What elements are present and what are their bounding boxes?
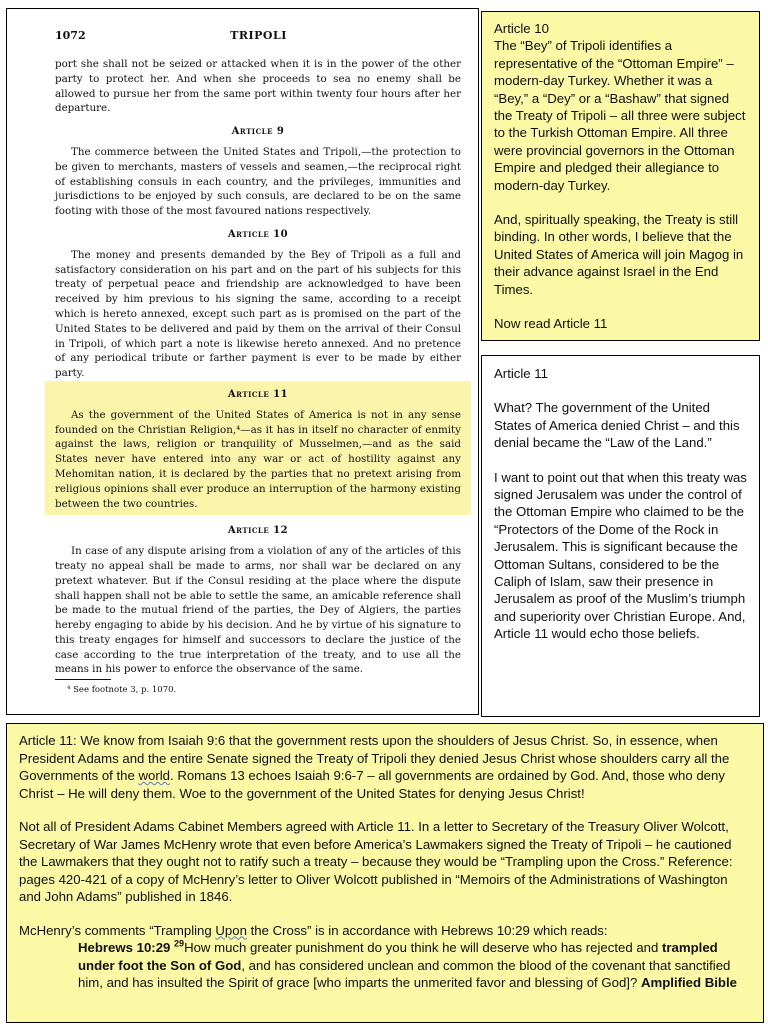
page-header [55, 29, 462, 45]
page-number: 1072 [55, 29, 86, 42]
quote-reference: Hebrews 10:29 [78, 940, 171, 955]
treaty-scan-page [6, 8, 479, 715]
quote-text-b: , and has considered unclean and common the blood of the covenant that sanctified him, and has insulted the Spirit of grace [who imparts the unmerited favor and blessing of God]? [78, 957, 731, 990]
article-11-commentary-para1: What? The government of the United States of America denied Christ – and this denial became the “Law of the Land.” [494, 400, 740, 451]
running-title: TRIPOLI [230, 29, 287, 42]
footnote: ⁴ See footnote 3, p. 1070. [55, 683, 461, 698]
article-11-commentary-title: Article 11 [494, 366, 548, 381]
article-11-heading: Article 11 [227, 388, 289, 400]
bottom-para3-word: Upon [215, 922, 247, 938]
scripture-quote [19, 939, 751, 992]
article-10-commentary [481, 11, 760, 341]
article-11-commentary-para2: I want to point out that when this treaty was signed Jerusalem was under the control of the Ottoman Empire who claimed to be the “Protectors of the Dome of the Rock in Jerusalem. This is significant because the Ottoman Sultans, considered to be the Caliph of Islam, saw their presence in Jerusalem as proof of the Muslim’s triumph and superiority over Christian Europe. And, Article 11 would echo those beliefs. [494, 469, 747, 642]
bottom-para2: Not all of President Adams Cabinet Members agreed with Article 11. In a letter to Secretary of the Treasury Oliver Wolcott, Secretary of War James McHenry wrote that even before America’s Lawmakers signed the Treaty of Tripoli – he cautioned the Lawmakers that they ought not to ratify such a treaty – because they would be “Trampling upon the Cross.” Reference: pages 420-421 of a copy of McHenry’s letter to Oliver Wolcott published in “Memoirs of the Administrations of Washington and John Adams” published in 1846. [19, 819, 733, 904]
article-10-commentary-para2: And, spiritually speaking, the Treaty is still binding. In other words, I believe that the United States of America will join Magog in their advance against Israel in the End Times. [494, 212, 744, 297]
bottom-para3-text-a: McHenry’s comments “Trampling [19, 922, 216, 938]
article-10-commentary-title: Article 10 [494, 21, 549, 36]
bottom-para3 [19, 922, 751, 940]
article-11-text: As the government of the United States of America is not in any sense founded on the Christian Religion,⁴—as it has in itself no character of enmity against the laws, religion or tranquility of Musselmen,—and as the said States never have entered into any war or act of hostility against any Mehomitan nation, it is declared by the parties that no pretext arising from religious opinions shall ever produce an interruption of the harmony existing between the two countries. [55, 408, 461, 510]
article-10-commentary-para1: The “Bey” of Tripoli identifies a representative of the “Ottoman Empire” – modern-day Turkey. Whether it was a “Bey,” a “Dey” or a “Bashaw” that signed the Treaty of Tripoli – all three were subject to the Turkish Ottoman Empire. All three were provincial governors in the Ottoman Empire and pledged their allegiance to modern-day Turkey. [494, 38, 746, 193]
bottom-para1-text-a: Article 11: We know from Isaiah 9:6 that the government rests upon the shoulders of Jesus Christ. So, in essence, when President Adams and the entire Senate signed the Treaty of Tripoli they denied Jesus Christ whose shoulders carry all the Governments of the [19, 733, 730, 783]
article-10-heading: Article 10 [227, 228, 289, 240]
quote-emphasis: trampled under foot the Son of God [78, 940, 718, 973]
bible-version: Amplified Bible [640, 975, 737, 990]
article-10-commentary-para3: Now read Article 11 [494, 316, 608, 332]
article-11-highlight [45, 381, 471, 515]
bottom-para1-word: world [138, 768, 170, 783]
article-10-text: The money and presents demanded by the Bey of Tripoli as a full and satisfactory consideration on his part and on the part of his subjects for this treaty of perpetual peace and friendship are acknowledged to have been received by him previous to his signing the same, according to a receipt which is hereto annexed, except such part as is promised on the part of the United States to be delivered and paid by them on the arrival of their Consul in Tripoli, of which part a note is likewise hereto annexed. And no pretence of any periodical tribute or farther payment is ever to be made by either party. [55, 248, 461, 380]
verse-number: 29 [174, 938, 185, 949]
treaty-text [55, 57, 461, 698]
article-11-commentary [481, 355, 760, 717]
article-12-text: In case of any dispute arising from a violation of any of the articles of this treaty no appeal shall be made to arms, nor shall war be declared on any pretext whatever. But if the Consul residing at the place where the dispute shall happen shall not be able to settle the same, an amicable reference shall be made to the mutual friend of the parties, the Dey of Algiers, the parties hereby engaging to abide by his decision. And he by virtue of his signature to this treaty engages for himself and successors to declare the justice of the case according to the true interpretation of the treaty, and to use all the means in his power to enforce the observance of the same. [55, 545, 461, 676]
intro-paragraph: port she shall not be seized or attacked when it is in the power of the other party to protect her. And when she proceeds to sea no enemy shall be allowed to pursue her from the same port within twenty four hours after her departure. [55, 58, 461, 115]
quote-text-a: How much greater punishment do you think he will deserve who has rejected and [184, 940, 663, 955]
bottom-para1 [19, 732, 751, 802]
bottom-para3-text-b: the Cross” is in accordance with Hebrews 10:29 which reads: [246, 922, 608, 938]
article-9-text: The commerce between the United States and Tripoli,—the protection to be given to merchants, masters of vessels and seamen,—the reciprocal right of establishing consuls in each country, and the privileges, immunities and jurisdictions to be enjoyed by such consuls, are declared to be on the same footing with those of the most favoured nations respectively. [55, 145, 461, 218]
article-9-heading: Article 9 [231, 126, 285, 138]
article-12-heading: Article 12 [227, 525, 289, 537]
bottom-commentary [6, 723, 764, 1023]
bottom-para1-text-b: . Romans 13 echoes Isaiah 9:6-7 – all governments are ordained by God. And, those who deny Christ – He will deny them. Woe to the government of the United States for denying Jesus Christ! [19, 768, 725, 801]
